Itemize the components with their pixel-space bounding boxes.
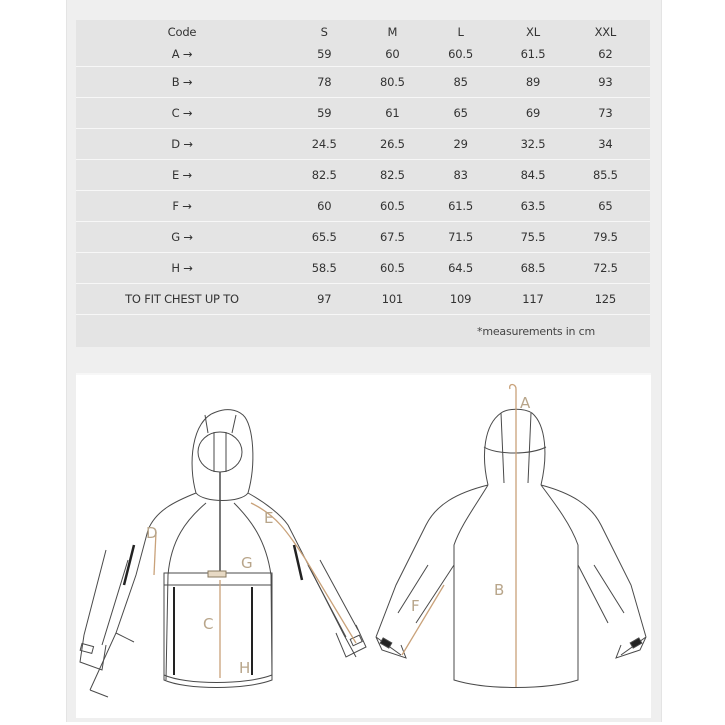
cell: 82.5 (379, 168, 405, 182)
label-b: B (494, 581, 505, 599)
cell: 71.5 (448, 230, 473, 244)
cell: 34 (598, 137, 613, 151)
label-f: F (411, 597, 420, 615)
table-header (76, 24, 650, 40)
cell: 61.5 (520, 47, 546, 61)
cell: 109 (449, 292, 472, 306)
table-row (76, 98, 650, 129)
cell: 125 (594, 292, 617, 306)
measurement-note: *measurements in cm (477, 324, 595, 338)
row-code: TO FIT CHEST UP TO (125, 292, 239, 306)
cell: 59 (317, 47, 332, 61)
label-h: H (239, 659, 251, 677)
header-size-xl: XL (526, 25, 540, 39)
header-code: Code (167, 25, 197, 39)
row-code: B → (171, 75, 193, 89)
header-size-l: L (457, 25, 464, 39)
cell: 101 (381, 292, 404, 306)
row-code: G → (171, 230, 193, 244)
table-row (76, 44, 650, 64)
label-g: G (241, 554, 253, 572)
cell: 93 (598, 75, 613, 89)
row-code: E → (172, 168, 192, 182)
cell: 72.5 (592, 261, 618, 275)
size-chart-table (76, 20, 650, 347)
table-row (76, 253, 650, 284)
row-code: D → (171, 137, 193, 151)
label-a: A (520, 394, 531, 412)
cell: 65 (598, 199, 613, 213)
cell: 60 (317, 199, 332, 213)
header-size-m: M (387, 25, 398, 39)
cell: 79.5 (592, 230, 618, 244)
table-row (76, 129, 650, 160)
cell: 80.5 (379, 75, 405, 89)
label-e: E (264, 509, 274, 527)
cell: 82.5 (311, 168, 337, 182)
cell: 61 (385, 106, 400, 120)
cell: 60.5 (448, 47, 473, 61)
cell: 65 (453, 106, 468, 120)
table-row-chest-fit (76, 284, 650, 315)
cell: 65.5 (311, 230, 337, 244)
cell: 62 (598, 47, 613, 61)
cell: 60.5 (379, 261, 405, 275)
back-measurement-labels (411, 394, 531, 615)
cell: 97 (317, 292, 332, 306)
cell: 78 (317, 75, 332, 89)
cell: 61.5 (448, 199, 473, 213)
cell: 58.5 (311, 261, 337, 275)
cell: 89 (525, 75, 541, 89)
jacket-back-illustration (376, 409, 646, 687)
table-row (76, 191, 650, 222)
cell: 24.5 (311, 137, 337, 151)
cell: 60.5 (379, 199, 405, 213)
header-size-xxl: XXL (594, 25, 617, 39)
table-row (76, 222, 650, 253)
jacket-front-illustration (80, 410, 366, 697)
table-row (76, 67, 650, 98)
cell: 26.5 (379, 137, 405, 151)
cell: 60 (385, 47, 400, 61)
table-header-and-row-a (76, 20, 650, 67)
cell: 117 (522, 292, 544, 306)
cell: 73 (598, 106, 613, 120)
cell: 84.5 (520, 168, 546, 182)
cell: 29 (453, 137, 468, 151)
cell: 83 (453, 168, 468, 182)
front-measurement-labels (146, 509, 273, 677)
cell: 64.5 (448, 261, 473, 275)
label-c: C (203, 615, 214, 633)
cell: 59 (317, 106, 332, 120)
label-d: D (146, 524, 158, 542)
back-measurement-lines (402, 385, 516, 688)
cell: 69 (525, 106, 541, 120)
cell: 75.5 (520, 230, 546, 244)
table-row (76, 160, 650, 191)
header-size-s: S (320, 25, 328, 39)
row-code: A → (171, 47, 193, 61)
row-code: H → (171, 261, 193, 275)
cell: 67.5 (379, 230, 405, 244)
cell: 85.5 (592, 168, 618, 182)
cell: 63.5 (520, 199, 546, 213)
jacket-measurement-diagram (76, 373, 651, 718)
cell: 32.5 (520, 137, 546, 151)
row-code: C → (171, 106, 193, 120)
cell: 85 (453, 75, 468, 89)
table-note-row (76, 315, 650, 347)
row-code: F → (172, 199, 192, 213)
cell: 68.5 (520, 261, 546, 275)
